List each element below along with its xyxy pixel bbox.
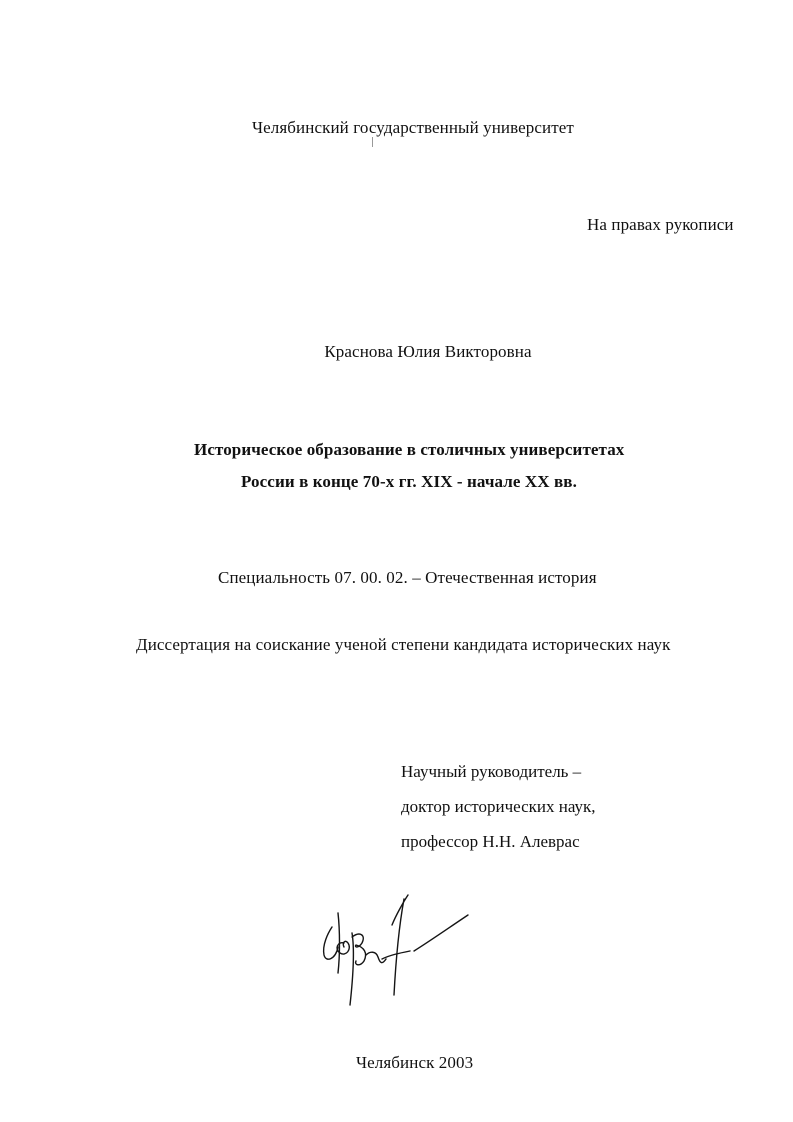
university-name: Челябинский государственный университет [252, 118, 574, 137]
city-year: Челябинск 2003 [356, 1053, 474, 1072]
signature-icon [300, 885, 490, 1025]
dissertation-statement: Диссертация на соискание ученой степени кандидата исторических наук [136, 635, 671, 654]
thesis-title-line-2: России в конце 70-х гг. XIX - начале XX вв. [241, 472, 577, 491]
supervisor-block [401, 762, 596, 867]
supervisor-role: Научный руководитель – [401, 762, 582, 781]
thesis-title-line-1: Историческое образование в столичных университетах [194, 440, 625, 459]
supervisor-degree: доктор исторических наук, [401, 797, 596, 816]
author-name: Краснова Юлия Викторовна [324, 342, 532, 361]
scan-mark [372, 137, 373, 147]
supervisor-name: профессор Н.Н. Алеврас [401, 832, 580, 851]
specialty: Специальность 07. 00. 02. – Отечественная история [218, 568, 597, 587]
rights-notice: На правах рукописи [587, 215, 734, 234]
